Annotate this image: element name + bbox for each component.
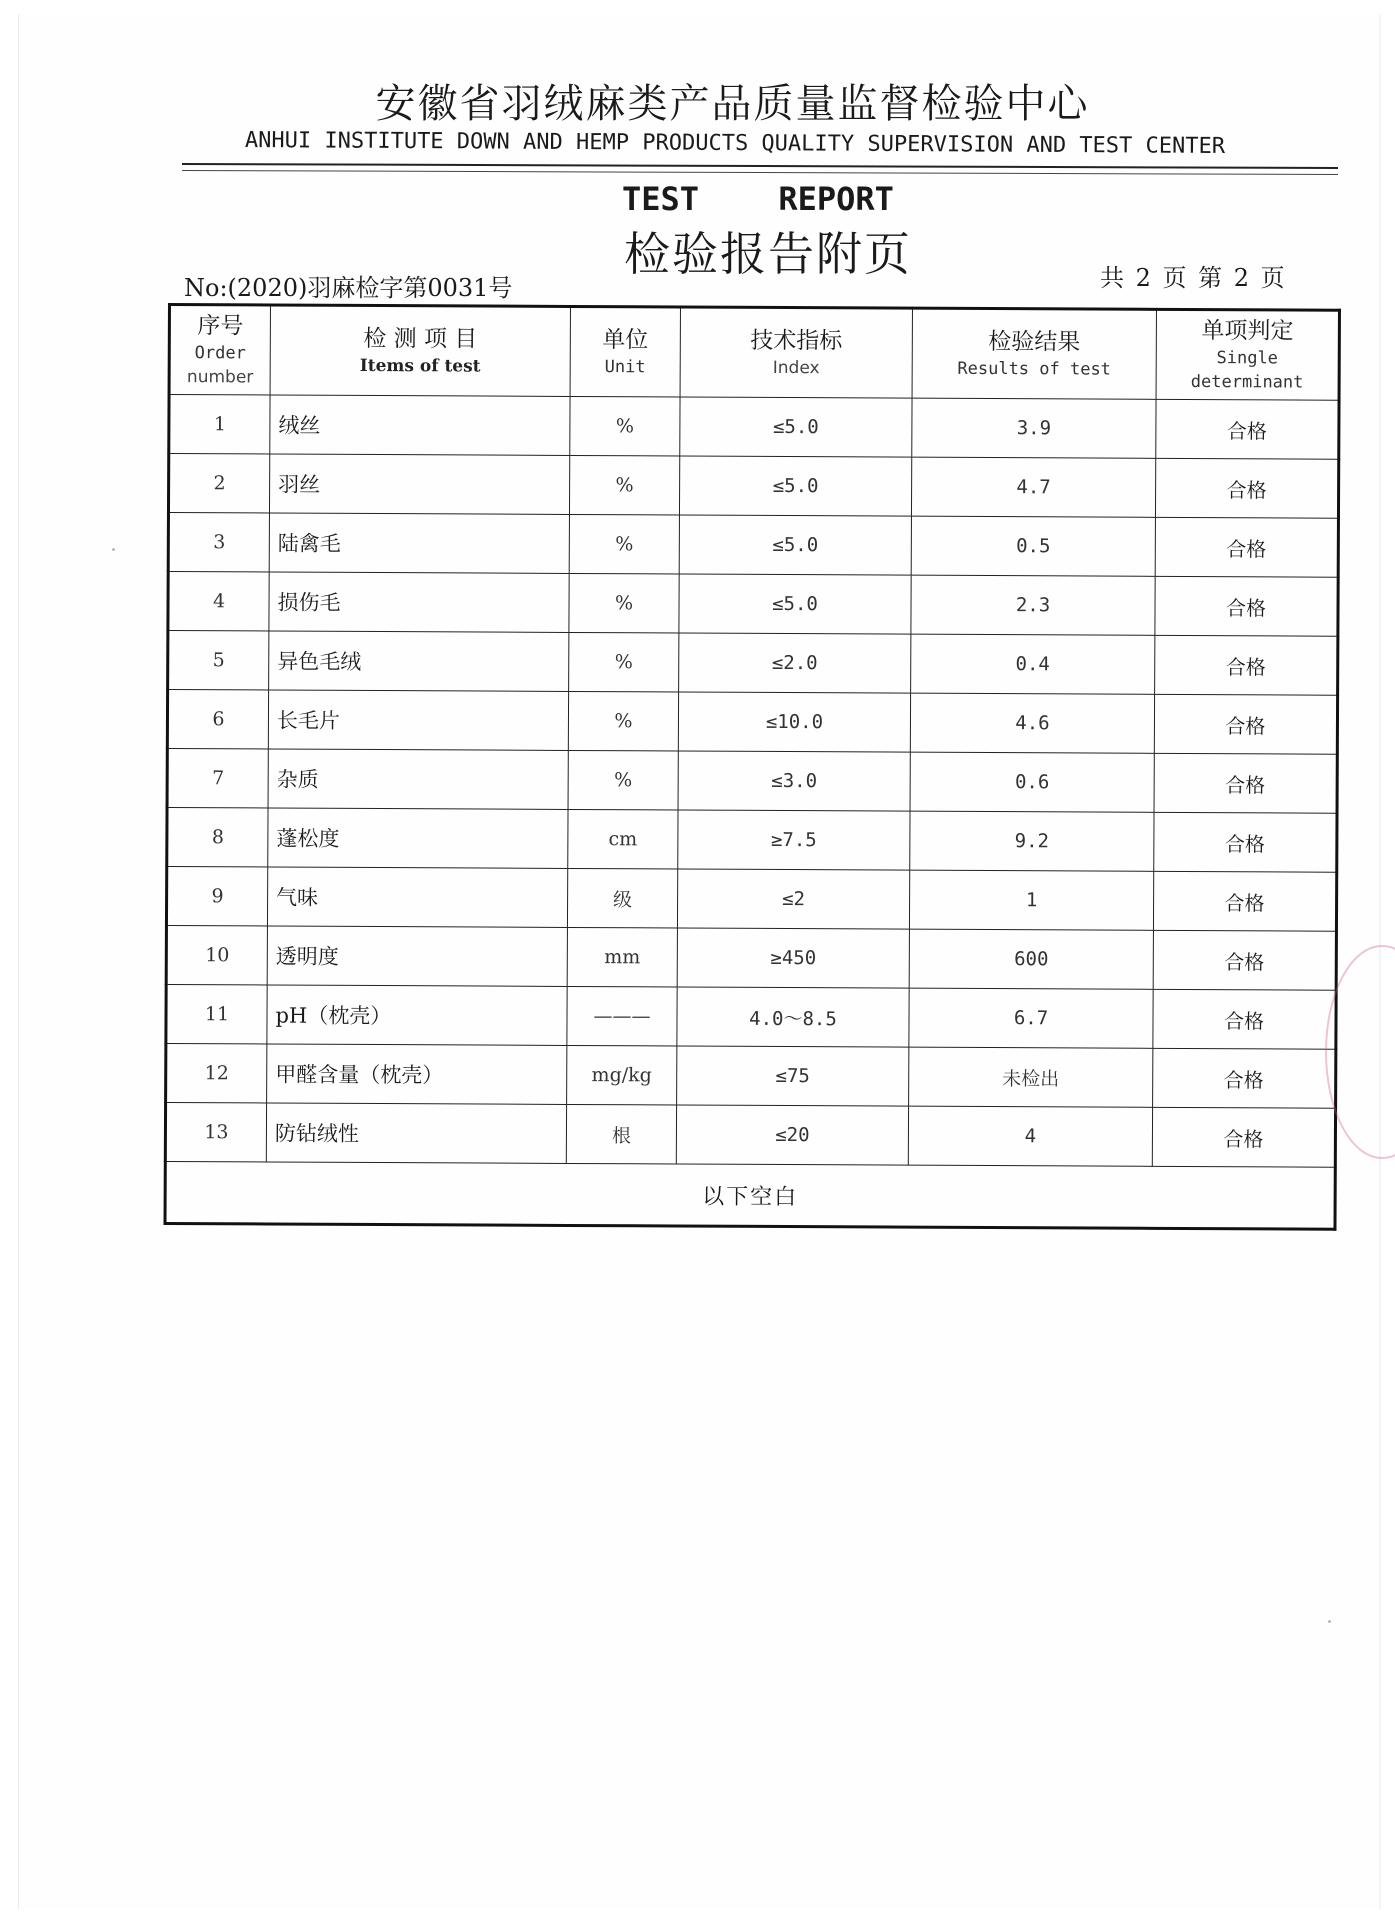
table-body — [165, 395, 1339, 1230]
cell-unit: % — [568, 691, 678, 751]
cell-item: 防钻绒性 — [266, 1103, 566, 1163]
table-row — [166, 1043, 1336, 1108]
cell-item: 绒丝 — [270, 395, 570, 455]
cell-result: 4.6 — [910, 693, 1154, 753]
cell-item: pH（枕壳） — [267, 985, 567, 1045]
cell-index: ≤10.0 — [678, 692, 910, 752]
cell-determinant: 合格 — [1156, 399, 1339, 459]
table-row — [167, 808, 1337, 873]
cell-result: 9.2 — [910, 811, 1154, 871]
cell-unit: % — [569, 455, 679, 515]
cell-item: 杂质 — [268, 749, 568, 809]
cell-index: ≤5.0 — [679, 515, 911, 575]
cell-determinant: 合格 — [1155, 635, 1338, 695]
cell-order: 2 — [168, 454, 269, 513]
blank-below-note: 以下空白 — [165, 1161, 1335, 1229]
table-row — [169, 395, 1339, 460]
cell-unit: mm — [567, 927, 677, 987]
cell-order: 8 — [167, 808, 268, 867]
organization-name-en: ANHUI INSTITUTE DOWN AND HEMP PRODUCTS QUALITY SUPERVISION AND TEST CENTER — [244, 128, 1226, 159]
cell-item: 异色毛绒 — [269, 631, 569, 691]
table-row — [168, 513, 1338, 578]
cell-order: 10 — [166, 925, 267, 984]
cell-index: ≤5.0 — [680, 397, 912, 457]
cell-index: ≤3.0 — [678, 751, 910, 811]
cell-order: 4 — [168, 572, 269, 631]
cell-determinant: 合格 — [1154, 753, 1337, 813]
cell-determinant: 合格 — [1154, 812, 1337, 872]
cell-unit: % — [570, 396, 680, 456]
cell-unit: cm — [568, 809, 678, 869]
scan-speck — [112, 548, 115, 551]
table-row — [165, 1102, 1335, 1167]
report-number: No:(2020)羽麻检字第0031号 — [184, 274, 513, 302]
cell-item: 甲醛含量（枕壳） — [267, 1044, 567, 1104]
cell-index: ≥450 — [677, 928, 909, 988]
cell-item: 透明度 — [267, 926, 567, 986]
cell-determinant: 合格 — [1153, 1048, 1336, 1108]
cell-index: ≤20 — [676, 1105, 908, 1165]
cell-index: ≤5.0 — [679, 574, 911, 634]
cell-index: ≤2 — [677, 869, 909, 929]
cell-unit: mg/kg — [567, 1045, 677, 1105]
table-row — [167, 749, 1337, 814]
cell-unit: % — [569, 573, 679, 633]
cell-result: 4.7 — [911, 457, 1155, 517]
cell-order: 7 — [167, 749, 268, 808]
table-row — [167, 690, 1337, 755]
cell-index: ≤5.0 — [679, 456, 911, 516]
cell-order: 12 — [166, 1043, 267, 1102]
cell-index: 4.0～8.5 — [677, 987, 909, 1047]
cell-item: 陆禽毛 — [269, 513, 569, 573]
page-count: 共 2 页 第 2 页 — [1100, 264, 1287, 292]
table-row — [168, 454, 1338, 519]
cell-order: 6 — [167, 690, 268, 749]
table-footer-row — [165, 1161, 1335, 1229]
cell-item: 蓬松度 — [268, 808, 568, 868]
header-order: 序号 Order number — [169, 305, 270, 395]
cell-order: 1 — [169, 395, 270, 454]
cell-unit: ——— — [567, 986, 677, 1046]
table-row — [168, 631, 1338, 696]
cell-determinant: 合格 — [1153, 989, 1336, 1049]
cell-item: 气味 — [267, 867, 567, 927]
organization-name-cn: 安徽省羽绒麻类产品质量监督检验中心 — [375, 81, 1090, 127]
cell-item: 羽丝 — [269, 454, 569, 514]
cell-unit: 级 — [567, 868, 677, 928]
table-header-row — [169, 305, 1339, 401]
cell-result: 2.3 — [911, 575, 1155, 635]
cell-index: ≤2.0 — [679, 633, 911, 693]
cell-unit: % — [568, 750, 678, 810]
cell-result: 4 — [908, 1106, 1152, 1166]
cell-result: 0.4 — [911, 634, 1155, 694]
cell-result: 未检出 — [909, 1047, 1153, 1107]
cell-result: 1 — [909, 870, 1153, 930]
cell-determinant: 合格 — [1153, 930, 1336, 990]
report-title-en: TEST REPORT — [622, 180, 894, 218]
cell-unit: % — [569, 632, 679, 692]
cell-order: 9 — [166, 867, 267, 926]
cell-order: 11 — [166, 984, 267, 1043]
table-row — [168, 572, 1338, 637]
scan-speck — [1328, 1620, 1331, 1623]
cell-result: 3.9 — [912, 398, 1156, 458]
test-results-table — [163, 303, 1340, 1231]
header-unit: 单位 Unit — [570, 306, 680, 397]
cell-determinant: 合格 — [1152, 1107, 1335, 1167]
cell-order: 13 — [165, 1102, 266, 1161]
cell-determinant: 合格 — [1154, 694, 1337, 754]
cell-result: 600 — [909, 929, 1153, 989]
cell-determinant: 合格 — [1155, 517, 1338, 577]
header-index: 技术指标 Index — [680, 307, 912, 398]
cell-index: ≤75 — [677, 1046, 909, 1106]
cell-unit: 根 — [566, 1104, 676, 1164]
cell-result: 6.7 — [909, 988, 1153, 1048]
cell-item: 损伤毛 — [269, 572, 569, 632]
table-row — [166, 984, 1336, 1049]
cell-order: 3 — [168, 513, 269, 572]
test-results-table-wrapper — [163, 303, 1337, 1231]
header-result: 检验结果 Results of test — [912, 308, 1156, 399]
table-row — [166, 925, 1336, 990]
cell-item: 长毛片 — [268, 690, 568, 750]
cell-order: 5 — [168, 631, 269, 690]
header-determinant: 单项判定 Single determinant — [1156, 309, 1339, 400]
table-row — [166, 867, 1336, 932]
cell-result: 0.5 — [911, 516, 1155, 576]
report-title-cn: 检验报告附页 — [624, 227, 912, 281]
cell-unit: % — [569, 514, 679, 574]
cell-determinant: 合格 — [1153, 871, 1336, 931]
cell-determinant: 合格 — [1155, 576, 1338, 636]
cell-determinant: 合格 — [1155, 458, 1338, 518]
header-item: 检 测 项 目 Items of test — [270, 305, 570, 396]
cell-index: ≥7.5 — [678, 810, 910, 870]
cell-result: 0.6 — [910, 752, 1154, 812]
